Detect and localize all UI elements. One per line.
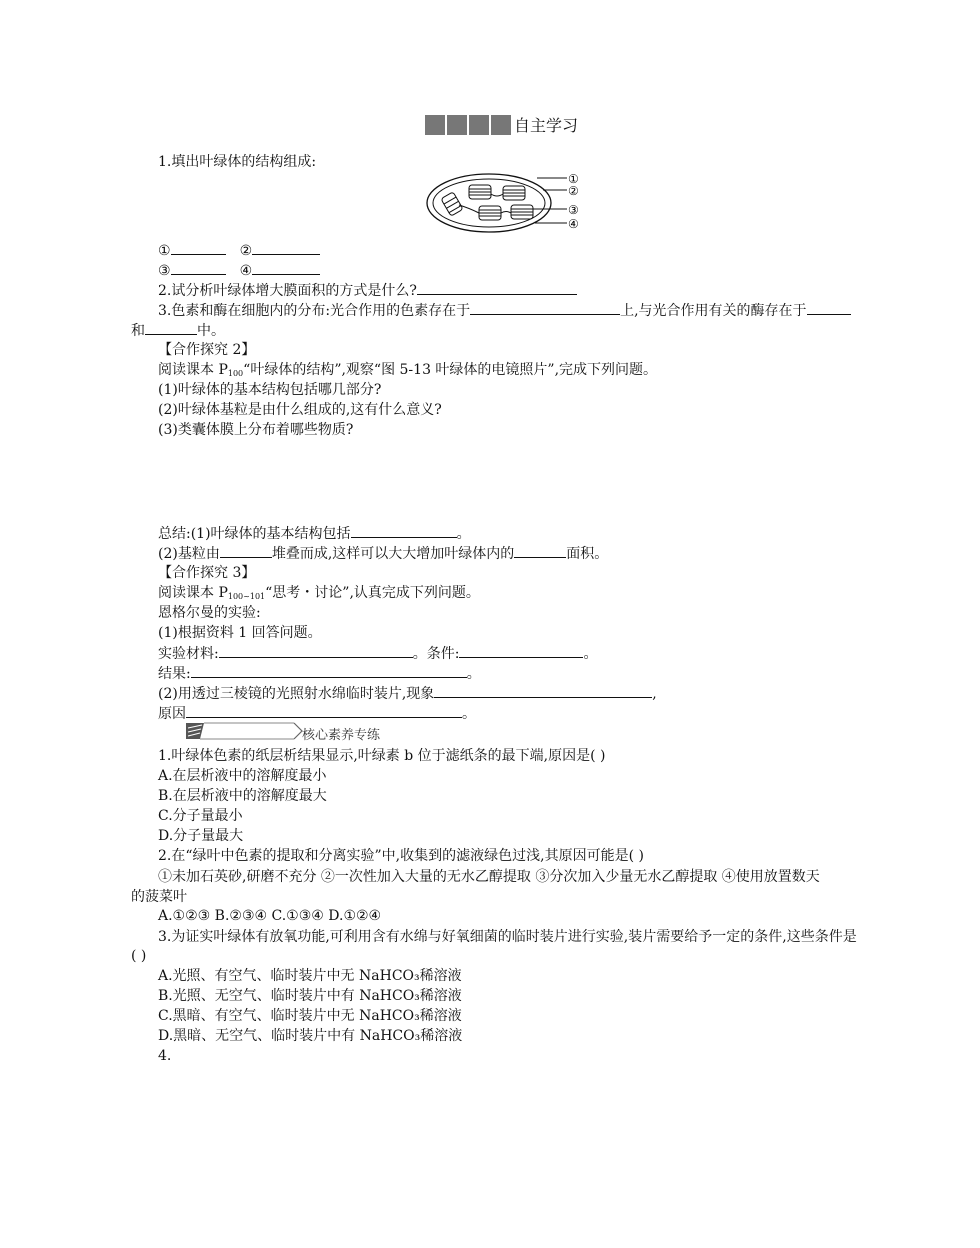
header-block [491,115,511,135]
read-text: 阅读课本 P [158,585,228,601]
answer-blank[interactable] [807,300,851,315]
mc1-option[interactable]: A.在层析液中的溶解度最小 [158,768,327,784]
summary-text: 面积。 [566,546,609,562]
engel-title: 恩格尔曼的实验: [158,605,261,621]
answer-blank[interactable] [171,240,226,255]
material-label: 实验材料: [158,646,219,662]
result-label: 结果: [158,666,191,682]
header-block [425,115,445,135]
mc2-question: 2.在“绿叶中色素的提取和分离实验”中,收集到的滤液绿色过浅,其原因可能是( ) [158,848,644,864]
diagram-label: ① [568,172,579,186]
section-header [425,113,578,137]
answer-blank[interactable] [351,523,457,538]
answer-blank[interactable] [514,543,566,558]
coop2-title: 【合作探究 2】 [158,342,256,358]
coop2-q2: (2)叶绿体基粒是由什么组成的,这有什么意义? [158,402,442,418]
answer-blank[interactable] [171,260,226,275]
mc3-question-cont: ( ) [131,948,147,964]
answer-blank[interactable] [219,643,413,658]
answer-blank[interactable] [470,300,620,315]
punct: 。 [462,706,476,722]
blank-row-2 [158,260,320,280]
page-sub: 100 [227,369,244,378]
condition-label: 。条件: [412,646,460,662]
coop2-q3: (3)类囊体膜上分布着哪些物质? [158,422,354,438]
mc2-options[interactable]: A.①②③ B.②③④ C.①③④ D.①②④ [158,908,382,924]
mc3-option[interactable]: C.黑暗、有空气、临时装片中无 NaHCO₃稀溶液 [158,1008,462,1024]
coop2-q1: (1)叶绿体的基本结构包括哪几部分? [158,382,382,398]
coop2-read [158,360,657,380]
header-block [469,115,489,135]
blank-label: ② [239,243,253,259]
core-banner-title: 核心素养专练 [302,728,381,743]
question-3-text: 3.色素和酶在细胞内的分布:光合作用的色素存在于 [158,303,471,319]
question-2 [158,280,577,300]
answer-blank[interactable] [252,240,320,255]
mc2-items-cont: 的菠菜叶 [131,889,187,905]
mc3-option[interactable]: A.光照、有空气、临时装片中无 NaHCO₃稀溶液 [158,968,462,984]
read-text: 阅读课本 P [158,362,228,378]
reason-label: 原因 [158,706,186,722]
mc1-option[interactable]: D.分子量最大 [158,828,244,844]
material-line [158,643,597,663]
mc3-option[interactable]: D.黑暗、无空气、临时装片中有 NaHCO₃稀溶液 [158,1028,463,1044]
question-3-text: 中。 [197,323,225,339]
summary-1 [158,523,471,543]
answer-blank[interactable] [145,320,197,335]
question-3-text: 上,与光合作用有关的酶存在于 [620,303,807,319]
read-text: “叶绿体的结构”,观察“图 5-13 叶绿体的电镜照片”,完成下列问题。 [243,362,658,378]
mc3-question: 3.为证实叶绿体有放氧功能,可利用含有水绵与好氧细菌的临时装片进行实验,装片需要给予一定的条件,这些条件是 [158,929,857,945]
answer-blank[interactable] [417,280,577,295]
summary-text: 总结:(1)叶绿体的基本结构包括 [158,526,351,542]
blank-label: ④ [239,263,253,279]
answer-blank[interactable] [220,543,272,558]
diagram-label: ③ [568,203,579,217]
coop3-read [158,583,480,603]
mc1-option[interactable]: B.在层析液中的溶解度最大 [158,788,327,804]
question-1: 1.填出叶绿体的结构组成: [158,154,317,170]
mc1-question: 1.叶绿体色素的纸层析结果显示,叶绿素 b 位于滤纸条的最下端,原因是( ) [158,748,606,764]
question-3-cont [131,320,225,340]
summary-2 [158,543,608,563]
diagram-label: ② [568,184,579,198]
coop3-title: 【合作探究 3】 [158,565,256,581]
answer-blank[interactable] [186,703,462,718]
summary-text: 。 [456,526,471,542]
blank-label: ③ [158,263,171,279]
read-text: “思考・讨论”,认真完成下列问题。 [265,585,480,601]
chloroplast-diagram [425,172,585,234]
section-title: 自主学习 [514,116,579,135]
summary-text: 堆叠而成,这样可以大大增加叶绿体内的 [271,546,515,562]
diagram-label: ④ [568,217,579,231]
page-sub: 100~101 [227,592,266,601]
summary-text: (2)基粒由 [158,546,220,562]
engel-q2 [158,683,657,703]
answer-blank[interactable] [191,663,467,678]
question-3 [158,300,851,320]
blank-row-1 [158,240,320,260]
header-block [447,115,467,135]
answer-blank[interactable] [459,643,583,658]
question-2-text: 2.试分析叶绿体增大膜面积的方式是什么? [158,283,417,299]
reason-line [158,703,476,723]
blank-label: ① [158,243,171,259]
punct: 。 [466,666,481,682]
mc2-items: ①未加石英砂,研磨不充分 ②一次性加入大量的无水乙醇提取 ③分次加入少量无水乙醇提取 ④使用放置数天 [158,869,820,885]
result-line [158,663,481,683]
answer-blank[interactable] [252,260,320,275]
answer-blank[interactable] [434,683,652,698]
punct: 。 [583,646,598,662]
mc3-option[interactable]: B.光照、无空气、临时装片中有 NaHCO₃稀溶液 [158,988,462,1004]
mc1-option[interactable]: C.分子量最小 [158,808,243,824]
question-4: 4. [158,1048,172,1064]
question-3-text: 和 [131,323,145,339]
punct: , [652,686,657,702]
engel-q1: (1)根据资料 1 回答问题。 [158,625,322,641]
engel-q2-text: (2)用透过三棱镜的光照射水绵临时装片,现象 [158,686,435,702]
core-banner-graphic [186,722,306,740]
